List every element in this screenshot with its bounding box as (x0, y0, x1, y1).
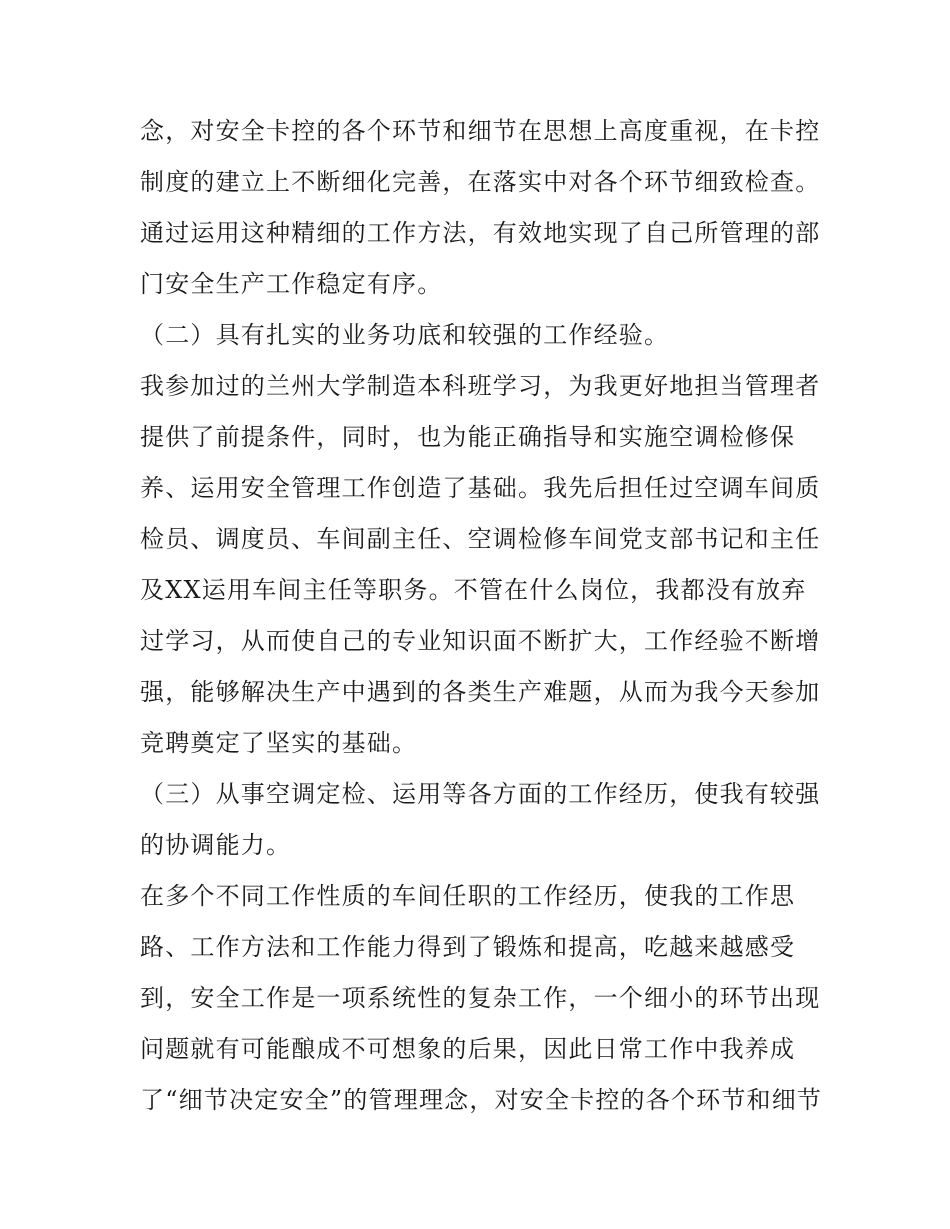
text-line: 提供了前提条件，同时，也为能正确指导和实施空调检修保 (140, 423, 796, 451)
section-heading: （三）从事空调定检、运用等各方面的工作经历，使我有较强 (140, 780, 821, 808)
text-line: 了“细节决定安全”的管理理念，对安全卡控的各个环节和细节 (140, 1086, 823, 1114)
text-line: 念，对安全卡控的各个环节和细节在思想上高度重视，在卡控 (140, 117, 821, 145)
text-line: 过学习，从而使自己的专业知识面不断扩大，工作经验不断增 (140, 627, 821, 655)
text-line: 竞聘奠定了坚实的基础。 (140, 729, 418, 757)
section-heading: （二）具有扎实的业务功底和较强的工作经验。 (140, 321, 670, 349)
text-line: 制度的建立上不断细化完善，在落实中对各个环节细致检查。 (140, 168, 821, 196)
section-heading: 的协调能力。 (140, 831, 292, 859)
text-line: 强，能够解决生产中遇到的各类生产难题，从而为我今天参加 (140, 678, 821, 706)
text-line: 通过运用这种精细的工作方法，有效地实现了自己所管理的部 (140, 219, 821, 247)
text-line: 检员、调度员、车间副主任、空调检修车间党支部书记和主任 (140, 525, 821, 553)
text-line: 问题就有可能酿成不可想象的后果，因此日常工作中我养成 (140, 1035, 796, 1063)
text-line: 到，安全工作是一项系统性的复杂工作，一个细小的环节出现 (140, 984, 821, 1012)
document-body (140, 106, 830, 1126)
text-line: 门安全生产工作稳定有序。 (140, 270, 443, 298)
text-line: 在多个不同工作性质的车间任职的工作经历，使我的工作思 (140, 882, 796, 910)
text-line: 养、运用安全管理工作创造了基础。我先后担任过空调车间质 (140, 474, 821, 502)
text-line: 及XX运用车间主任等职务。不管在什么岗位，我都没有放弃 (140, 576, 807, 604)
text-line: 路、工作方法和工作能力得到了锻炼和提高，吃越来越感受 (140, 933, 796, 961)
text-line: 我参加过的兰州大学制造本科班学习，为我更好地担当管理者 (140, 372, 821, 400)
